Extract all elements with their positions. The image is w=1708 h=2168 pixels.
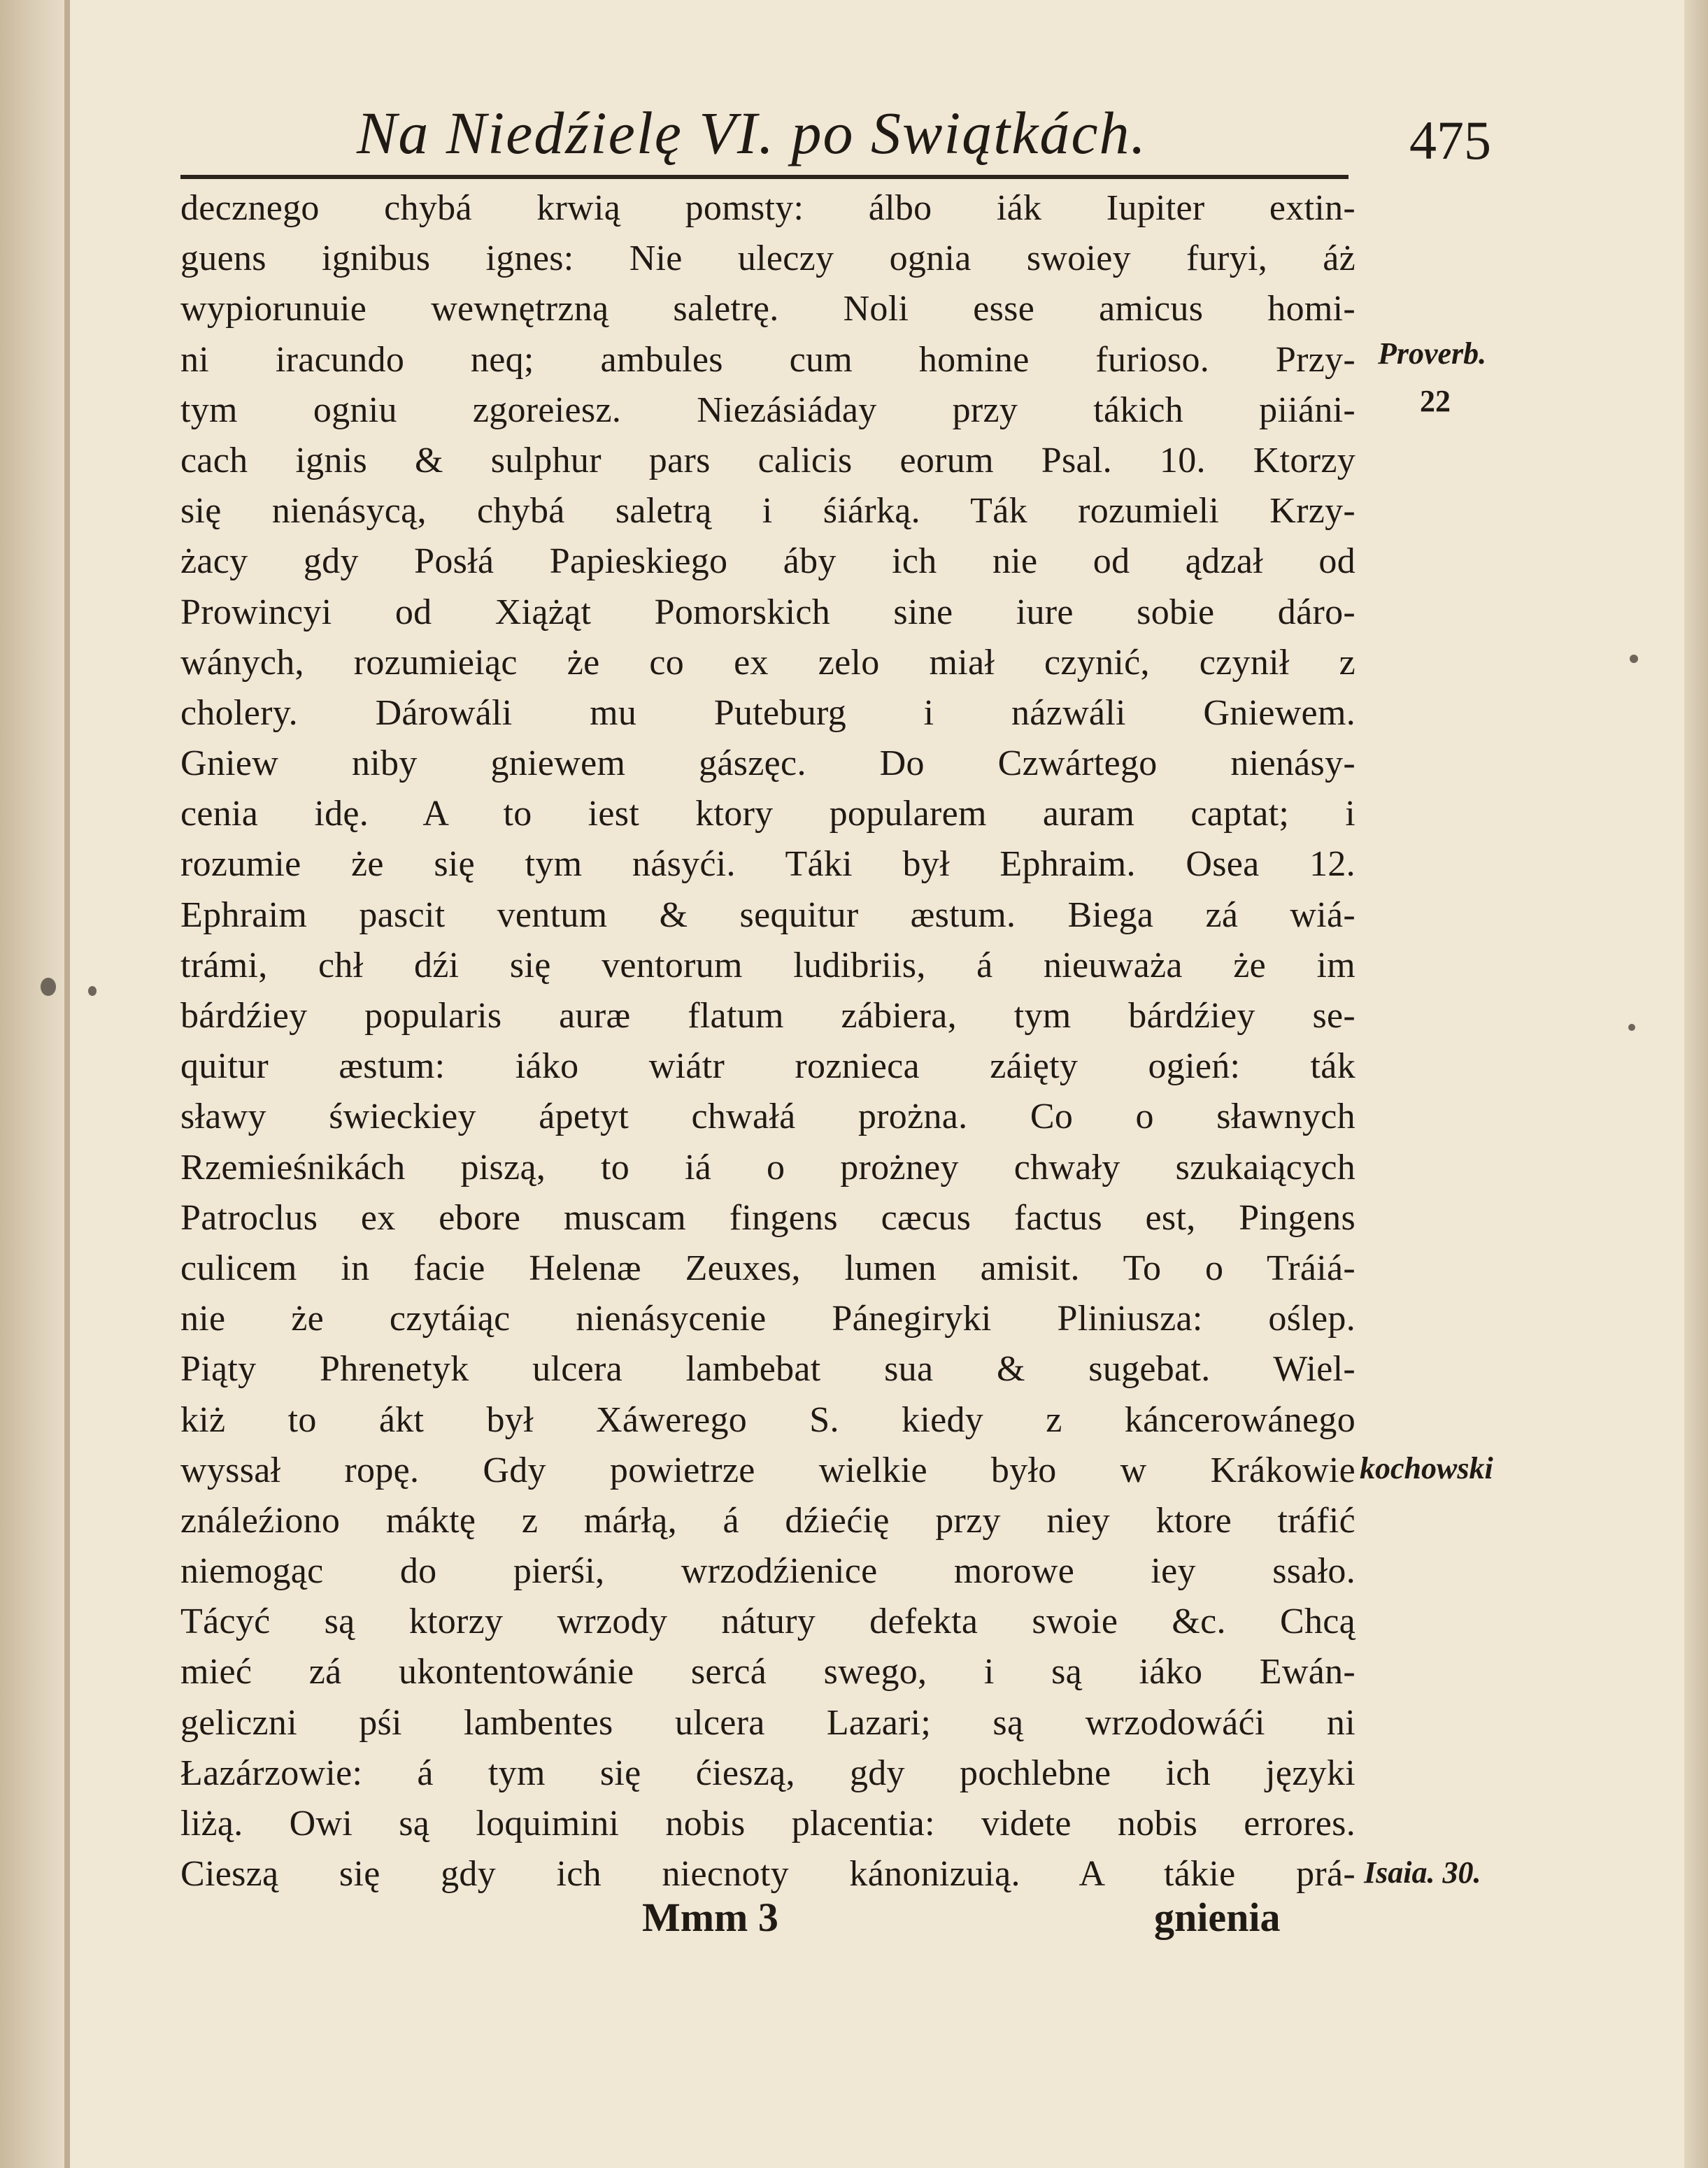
book-spine-gutter bbox=[0, 0, 70, 2168]
text-line: trámi, chł dźi się ventorum ludibriis, á nieuważa że im bbox=[180, 945, 1355, 985]
text-line: Tácyć są ktorzy wrzody nátury defekta swoie &c. Chcą bbox=[180, 1602, 1355, 1642]
text-line: niemogąc do pierśi, wrzodźienice morowe iey ssało. bbox=[180, 1551, 1355, 1592]
gutter-edge bbox=[64, 0, 70, 2168]
catchword: gnienia bbox=[1154, 1895, 1281, 1940]
text-line: Ephraim pascit ventum & sequitur æstum. Biega zá wiá- bbox=[180, 894, 1355, 935]
text-line: rozumie że się tym násyći. Táki był Ephraim. Osea 12. bbox=[180, 844, 1355, 885]
text-line: liżą. Owi są loquimini nobis placentia: videte nobis errores. bbox=[180, 1804, 1355, 1843]
body-text bbox=[180, 183, 1355, 1899]
text-line: Gniew niby gniewem gászęc. Do Czwártego nienásy- bbox=[180, 743, 1355, 784]
text-line: wypiorunuie wewnętrzną saletrę. Noli esse amicus homi- bbox=[180, 289, 1355, 329]
margin-note-proverbs: Proverb. bbox=[1378, 336, 1487, 371]
text-line: geliczni pśi lambentes ulcera Lazari; są wrzodowáći ni bbox=[180, 1702, 1355, 1743]
text-line: Patroclus ex ebore muscam fingens cæcus factus est, Pingens bbox=[180, 1197, 1355, 1238]
text-line: Cieszą się gdy ich niecnoty kánonizuią. A tákie prá- bbox=[180, 1854, 1355, 1895]
signature-mark: Mmm 3 bbox=[642, 1895, 778, 1940]
text-line: decznego chybá krwią pomsty: álbo iák Iupiter extin- bbox=[180, 188, 1355, 228]
text-line: ználeźiono máktę z márłą, á dźiećię przy niey ktore tráfić bbox=[180, 1500, 1355, 1541]
text-line: bárdźiey popularis auræ flatum zábiera, tym bárdźiey se- bbox=[180, 996, 1355, 1036]
margin-note-isaia: Isaia. 30. bbox=[1364, 1855, 1481, 1890]
text-line: quitur æstum: iáko wiátr roznieca záięty ogień: ták bbox=[180, 1046, 1355, 1087]
text-line: tym ogniu zgoreiesz. Niezásiáday przy tákich piiáni- bbox=[180, 390, 1355, 430]
text-line: Piąty Phrenetyk ulcera lambebat sua & sugebat. Wiel- bbox=[180, 1349, 1355, 1390]
text-line: wyssał ropę. Gdy powietrze wielkie było w Krákowie bbox=[180, 1450, 1355, 1490]
text-line: mieć zá ukontentowánie sercá swego, i są iáko Ewán- bbox=[180, 1652, 1355, 1692]
margin-note-proverbs-num: 22 bbox=[1420, 384, 1451, 418]
ink-speck bbox=[88, 986, 97, 996]
page-footer bbox=[0, 1894, 1708, 1957]
text-line: Rzemieśnikách piszą, to iá o prożney chwały szukaiących bbox=[180, 1147, 1355, 1188]
text-line: cholery. Dárowáli mu Puteburg i názwáli Gniewem. bbox=[180, 692, 1355, 733]
header-rule bbox=[180, 175, 1348, 179]
text-line: culicem in facie Helenæ Zeuxes, lumen amisit. To o Tráiá- bbox=[180, 1248, 1355, 1288]
ink-speck bbox=[1628, 1024, 1635, 1031]
text-line: cenia idę. A to iest ktory popularem auram captat; i bbox=[180, 794, 1355, 834]
text-line: nie że czytáiąc nienásycenie Pánegiryki Pliniusza: oślep. bbox=[180, 1299, 1355, 1339]
text-line: Łazárzowie: á tym się ćieszą, gdy pochlebne ich języki bbox=[180, 1753, 1355, 1793]
ink-speck bbox=[1630, 655, 1638, 663]
text-line: ni iracundo neq; ambules cum homine furioso. Przy- bbox=[180, 339, 1355, 380]
running-head: Na Niedźielę VI. po Swiątkách. bbox=[357, 99, 1148, 166]
text-line: się nienásycą, chybá saletrą i śiárką. Ták rozumieli Krzy- bbox=[180, 491, 1355, 532]
page-right-edge bbox=[1684, 0, 1708, 2168]
text-line: Prowincyi od Xiążąt Pomorskich sine iure sobie dáro- bbox=[180, 592, 1355, 632]
text-line: cach ignis & sulphur pars calicis eorum Psal. 10. Ktorzy bbox=[180, 440, 1355, 480]
page-number: 475 bbox=[1409, 110, 1491, 171]
text-line: kiż to ákt był Xáwerego S. kiedy z káncerowánego bbox=[180, 1399, 1355, 1440]
page-header bbox=[182, 77, 1491, 175]
text-line: sławy świeckiey ápetyt chwałá prożna. Co o sławnych bbox=[180, 1097, 1355, 1137]
text-line: żacy gdy Posłá Papieskiego áby ich nie od ądzał od bbox=[180, 541, 1355, 582]
ink-speck bbox=[41, 978, 56, 996]
margin-note-kochowski: kochowski bbox=[1360, 1451, 1493, 1485]
text-line: guens ignibus ignes: Nie uleczy ognia swoiey furyi, áż bbox=[180, 238, 1355, 279]
text-line: wánych, rozumieiąc że co ex zelo miał czynić, czynił z bbox=[180, 642, 1355, 683]
